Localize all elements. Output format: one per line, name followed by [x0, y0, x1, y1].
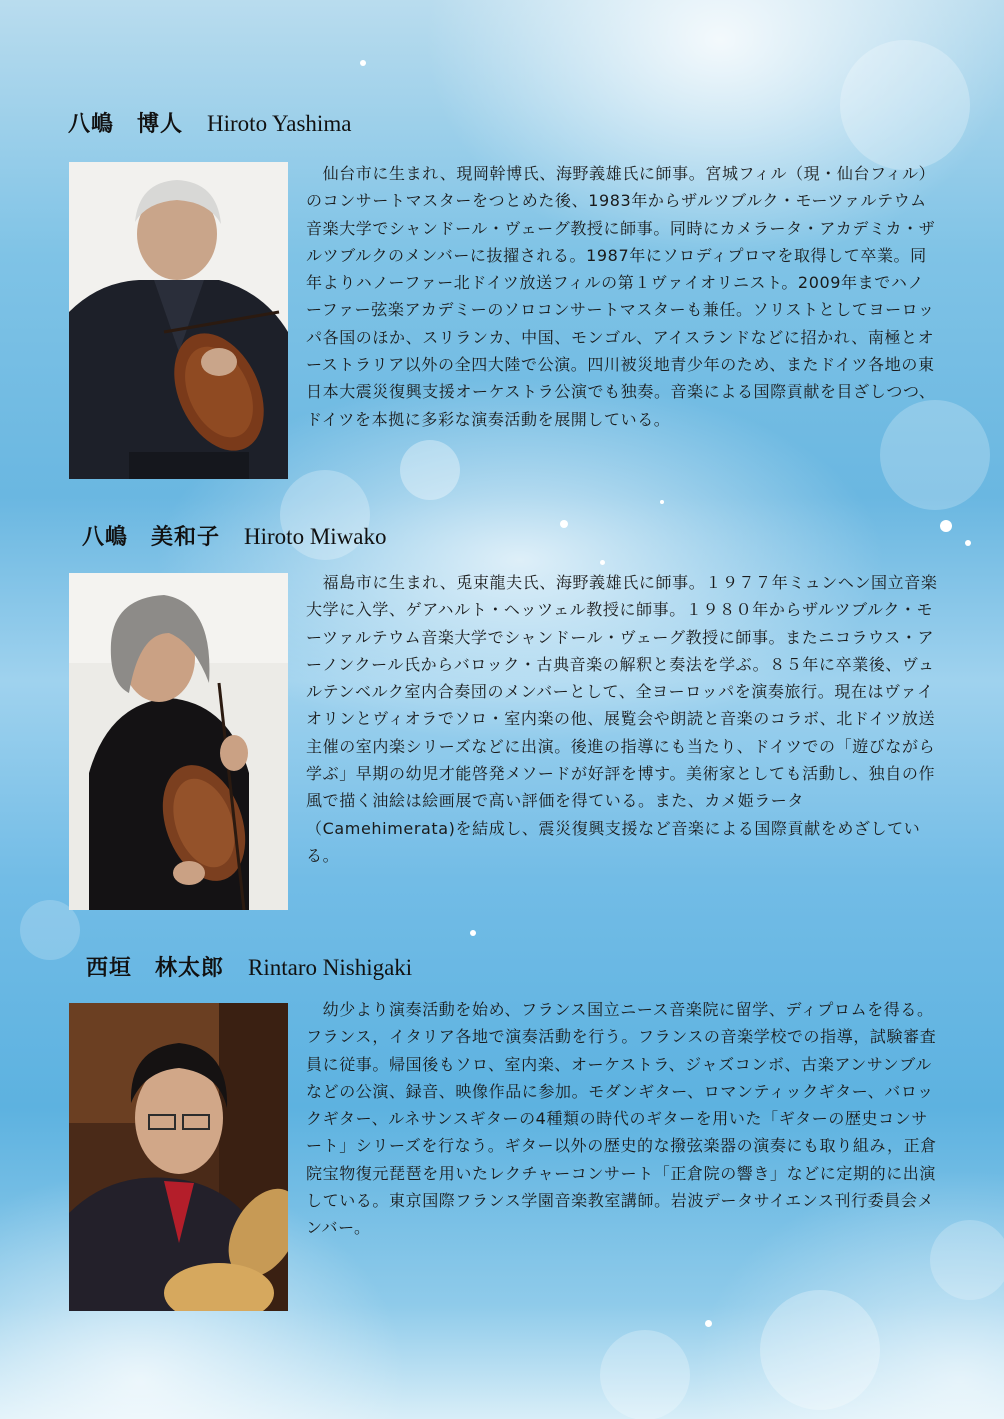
profile-name-ja: 八嶋 美和子	[82, 524, 221, 550]
violinist-portrait-photo	[69, 162, 288, 479]
sparkle	[600, 560, 605, 565]
sparkle	[965, 540, 971, 546]
profile-name-en: Hiroto Yashima	[207, 111, 352, 136]
profile-name-ja: 西垣 林太郎	[86, 955, 225, 981]
bokeh-light	[400, 440, 460, 500]
profile-bio: 福島市に生まれ、兎束龍夫氏、海野義雄氏に師事。１９７７年ミュンヘン国立音楽大学に入学、ゲアハルト・ヘッツェル教授に師事。１９８０年からザルツブルク・モーツァルテウム音楽大学でシャンドール・ヴェーグ教授に師事。またニコラウス・アーノンクール氏からバロック・古典音楽の解釈と奏法を学ぶ。８５年に卒業後、ヴュルテンベルク室内合奏団のメンバーとして、全ヨーロッパを演奏旅行。現在はヴァイオリンとヴィオラでソロ・室内楽の他、展覧会や朗読と音楽のコラボ、北ドイツ放送主催の室内楽シリーズなどに出演。後進の指導にも当たり、ドイツでの「遊びながら学ぶ」早期の幼児才能啓発メソードが好評を博す。美術家としても活動し、独自の作風で描く油絵は絵画展で高い評価を得ている。また、カメ姫ラータ（Camehimerata)を結成し、震災復興支援など音楽による国際貢献をめざしている。	[306, 573, 938, 865]
bokeh-light	[930, 1220, 1004, 1300]
sparkle	[360, 60, 366, 66]
profile-name-en: Hiroto Miwako	[244, 524, 387, 549]
guitarist-portrait-photo	[69, 1003, 288, 1311]
profile-bio: 幼少より演奏活動を始め、フランス国立ニース音楽院に留学、ディプロムを得る。フランス，イタリア各地で演奏活動を行う。フランスの音楽学校での指導，試験審査員に従事。帰国後もソロ、室内楽、オーケストラ、ジャズコンボ、古楽アンサンブルなどの公演、録音、映像作品に参加。モダンギター、ロマンティックギター、バロックギター、ルネサンスギターの4種類の時代のギターを用いた「ギターの歴史コンサート」シリーズを行なう。ギター以外の歴史的な撥弦楽器の演奏にも取り組み，正倉院宝物復元琵琶を用いたレクチャーコンサート「正倉院の響き」などに定期的に出演している。東京国際フランス学園音楽教室講師。岩波データサイエンス刊行委員会メンバー。	[306, 1000, 937, 1238]
sparkle	[940, 520, 952, 532]
profile-name-heading	[82, 520, 386, 551]
sparkle	[470, 930, 476, 936]
profile-name-ja: 八嶋 博人	[68, 111, 184, 137]
profile-name-heading	[68, 107, 351, 138]
bokeh-light	[600, 1330, 690, 1419]
profile-name-heading	[86, 951, 412, 982]
violinist-portrait-photo	[69, 573, 288, 910]
sparkle	[560, 520, 568, 528]
bokeh-light	[840, 40, 970, 170]
profile-bio: 仙台市に生まれ、現岡幹博氏、海野義雄氏に師事。宮城フィル（現・仙台フィル）のコンサートマスターをつとめた後、1983年からザルツブルク・モーツァルテウム音楽大学でシャンドール・ヴェーグ教授に師事。同時にカメラータ・アカデミカ・ザルツブルクのメンバーに抜擢される。1987年にソロディプロマを取得して卒業。同年よりハノーファー北ドイツ放送フィルの第１ヴァイオリニスト。2009年までハノーファー弦楽アカデミーのソロコンサートマスターも兼任。ソリストとしてヨーロッパ各国のほか、スリランカ、中国、モンゴル、アイスランドなどに招かれ、南極とオーストラリア以外の全四大陸で公演。四川被災地青少年のため、またドイツ各地の東日本大震災復興支援オーケストラ公演でも独奏。音楽による国際貢献を目ざしつつ、ドイツを本拠に多彩な演奏活動を展開している。	[306, 164, 936, 429]
sparkle	[660, 500, 664, 504]
profile-name-en: Rintaro Nishigaki	[248, 955, 413, 980]
bokeh-light	[760, 1290, 880, 1410]
sparkle	[705, 1320, 712, 1327]
